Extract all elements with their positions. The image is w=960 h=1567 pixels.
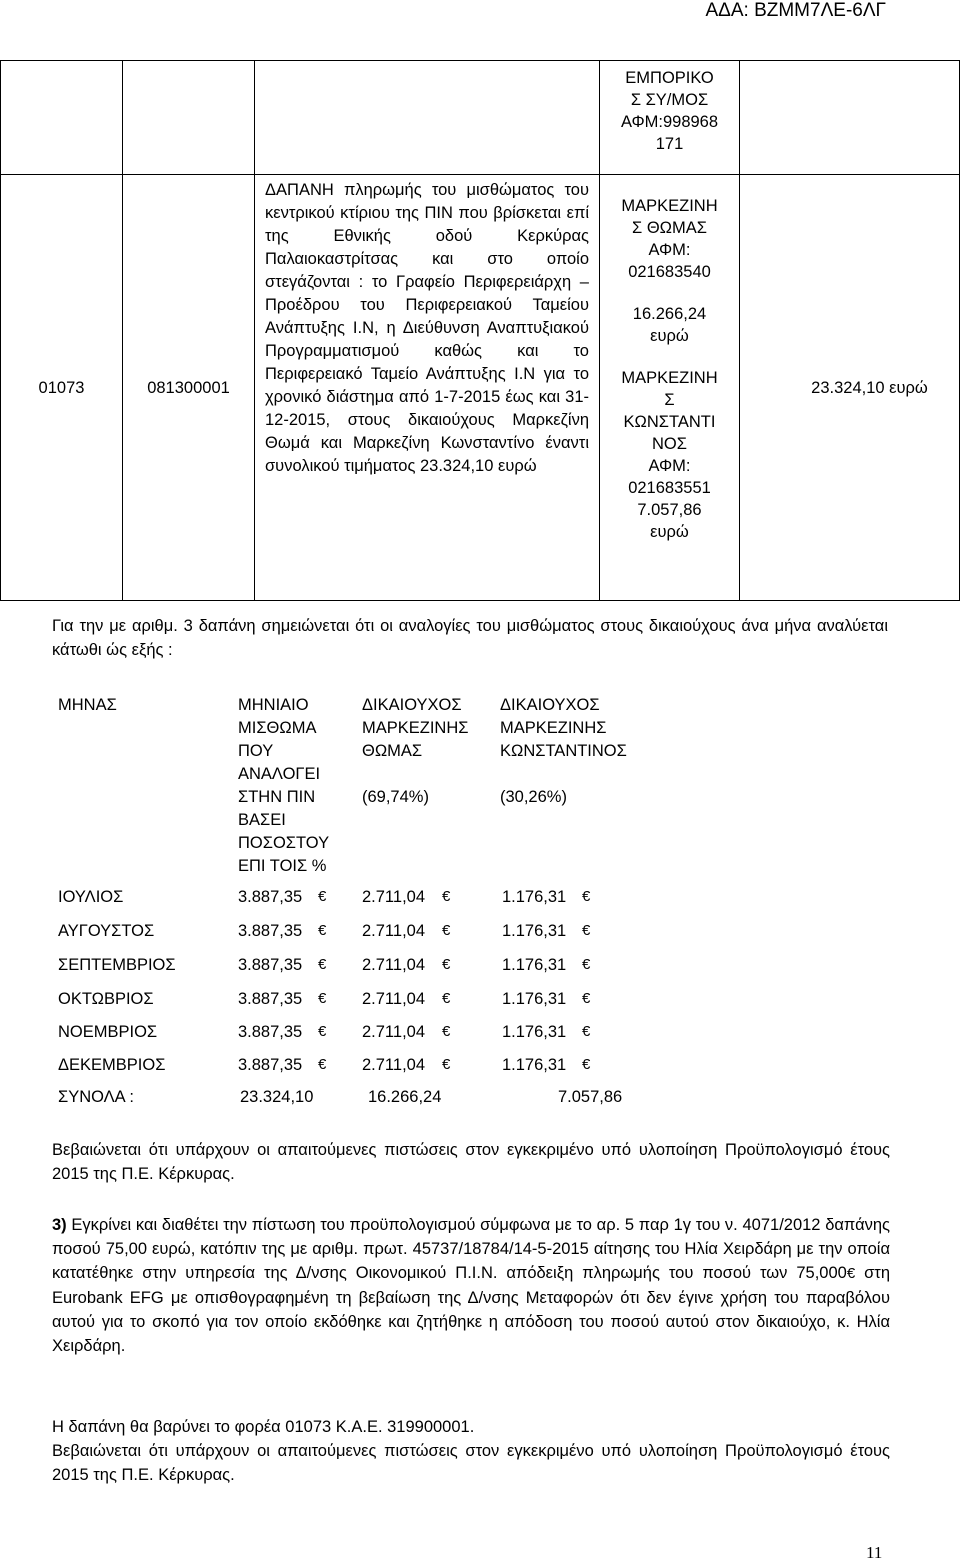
beneficiary2-amount: 7.057,86: [637, 501, 702, 519]
euro-icon: €: [582, 922, 591, 939]
euro-icon: €: [442, 1023, 451, 1040]
budget-confirmation-2: Βεβαιώνεται ότι υπάρχουν οι απαιτούμενες πιστώσεις στον εγκεκριμένο υπό υλοποίηση Προϋπολογισμό έτους 2015 της Π.Ε. Κέρκυρας.: [52, 1442, 890, 1484]
supplier-line: Σ ΣΥ/ΜΟΣ: [630, 91, 709, 109]
euro-icon: €: [582, 888, 591, 905]
euro-icon: €: [318, 990, 327, 1007]
charge-line: Η δαπάνη θα βαρύνει το φορέα 01073 Κ.Α.Ε. 319900001.: [52, 1418, 475, 1436]
month-row: ΝΟΕΜΒΡΙΟΣ 3.887,35 € 2.711,04 € 1.176,31 €: [58, 1023, 591, 1041]
budget-confirmation: Βεβαιώνεται ότι υπάρχουν οι απαιτούμενες πιστώσεις στον εγκεκριμένο υπό υλοποίηση Προϋπολογισμό έτους 2015 της Π.Ε. Κέρκυρας.: [52, 1141, 890, 1183]
totals-label: ΣΥΝΟΛΑ :: [58, 1088, 134, 1106]
header-beneficiary-1: ΔΙΚΑΙΟΥΧΟΣ ΜΑΡΚΕΖΙΝΗΣ ΘΩΜΑΣ (69,74%): [362, 694, 468, 809]
table-row-expense: [1, 175, 960, 601]
month-row: ΙΟΥΛΙΟΣ 3.887,35 € 2.711,04 € 1.176,31 €: [58, 888, 591, 906]
commitments-table: [0, 60, 960, 601]
expense-description: ΔΑΠΑΝΗ πληρωμής του μισθώματος του κεντρικού κτίριου της ΠΙΝ που βρίσκεται επί της Εθνικής οδού Κερκύρας Παλαιοκαστρίτσας και στο οποίο στεγάζονται : το Γραφείο Περιφερειάρχη – Προέδρου του Περιφερειακού Ταμείου Ανάπτυξης Ι.Ν, η Διεύθυνση Αναπτυξιακού Προγραμματισμού καθώς και το Περιφερειακό Ταμείο Ανάπτυξης Ι.Ν για το χρονικό διάστημα από 1-7-2015 έως και 31-12-2015, στους δικαιούχους Μαρκεζίνη Θωμά και Μαρκεζίνη Κωνσταντίνο έναντι συνολικού τιμήματος 23.324,10 ευρώ: [265, 181, 589, 475]
cell-beneficiaries: ΜΑΡΚΕΖΙΝΗ Σ ΘΩΜΑΣ ΑΦΜ: 021683540 16.266,24 ευρώ ΜΑΡΚΕΖΙΝΗ Σ ΚΩΝΣΤΑΝΤΙ ΝΟΣ ΑΦΜ: 021683551 7.057,86 ευρώ: [600, 175, 740, 601]
euro-icon: €: [442, 990, 451, 1007]
cell-description: [255, 175, 600, 601]
euro-icon: €: [582, 1023, 591, 1040]
euro-icon: €: [442, 888, 451, 905]
euro-icon: €: [318, 922, 327, 939]
cell-empty: [255, 61, 600, 175]
euro-icon: €: [582, 956, 591, 973]
supplier-line: ΕΜΠΟΡΙΚΟ: [625, 69, 714, 87]
euro-icon: €: [318, 1023, 327, 1040]
euro-icon: €: [582, 1056, 591, 1073]
header-month: ΜΗΝΑΣ: [58, 696, 117, 714]
cell-empty: [123, 61, 255, 175]
beneficiary-2-percent: (30,26%): [500, 788, 567, 806]
header-beneficiary-2: ΔΙΚΑΙΟΥΧΟΣ ΜΑΡΚΕΖΙΝΗΣ ΚΩΝΣΤΑΝΤΙΝΟΣ (30,26%): [500, 694, 627, 809]
cell-empty: [1, 61, 123, 175]
header-monthly-rent: ΜΗΝΙΑΙΟ ΜΙΣΘΩΜΑ ΠΟΥ ΑΝΑΛΟΓΕΙ ΣΤΗΝ ΠΙΝ ΒΑΣΕΙ ΠΟΣΟΣΤΟΥ ΕΠΙ ΤΟΙΣ %: [238, 696, 330, 875]
euro-icon: €: [846, 1265, 856, 1282]
beneficiary1-amount: 16.266,24: [632, 305, 707, 323]
total-amount: 23.324,10 ευρώ: [811, 378, 928, 397]
month-row: ΣΕΠΤΕΜΒΡΙΟΣ 3.887,35 € 2.711,04 € 1.176,31 €: [58, 956, 591, 974]
cell-previous-supplier: [600, 61, 740, 175]
euro-icon: €: [318, 956, 327, 973]
cell-empty: [740, 61, 960, 175]
supplier-line: ΑΦΜ:998968: [620, 113, 719, 131]
euro-icon: €: [442, 1056, 451, 1073]
euro-icon: €: [318, 1056, 327, 1073]
document-code: ΑΔΑ: ΒΖΜΜ7ΛΕ-6ΛΓ: [705, 0, 886, 21]
intro-note: Για την με αριθμ. 3 δαπάνη σημειώνεται ότι οι αναλογίες του μισθώματος στους δικαιούχους άνα μήνα αναλύεται κάτωθι ώς εξής :: [52, 617, 888, 659]
cell-account-code: 081300001: [123, 175, 255, 601]
euro-icon: €: [442, 956, 451, 973]
euro-icon: €: [442, 922, 451, 939]
beneficiary-1-percent: (69,74%): [362, 788, 429, 806]
cell-total: [740, 175, 960, 601]
euro-icon: €: [318, 888, 327, 905]
page-number: 11: [866, 1543, 883, 1562]
month-row: ΟΚΤΩΒΡΙΟΣ 3.887,35 € 2.711,04 € 1.176,31 €: [58, 990, 591, 1008]
totals-row: ΣΥΝΟΛΑ : 23.324,10 16.266,24 7.057,86: [58, 1088, 623, 1106]
table-row-previous: [1, 61, 960, 175]
month-row: ΔΕΚΕΜΒΡΙΟΣ 3.887,35 € 2.711,04 € 1.176,31 €: [58, 1056, 591, 1074]
section-3: 3) Εγκρίνει και διαθέτει την πίστωση του προϋπολογισμού σύμφωνα με το αρ. 5 παρ 1γ του ν. 4071/2012 δαπάνης ποσού 75,00 ευρώ, κατόπιν της με αριθμ. πρωτ. 45737/18784/14-5-2015 αίτησης του Ηλία Χειρδάρη με την οποία κατατέθηκε στην υπηρεσία της Δ/νσης Οικονομικού Π.Ι.Ν. απόδειξη πληρωμής του ποσού των 75,000€ στη Eurobank EFG με οπισθογραφημένη τη βεβαίωση της Δ/νσης Μεταφορών ότι δεν έγινε χρήση του παραβόλου αυτού για το σκοπό για τον οποίο εκδόθηκε και ζητήθηκε η απόδοση του ποσού αυτού στον δικαιούχο, κ. Ηλία Χειρδάρη.: [52, 1216, 891, 1355]
cell-agency-code: 01073: [1, 175, 123, 601]
euro-icon: €: [582, 990, 591, 1007]
section-3-number: 3): [52, 1216, 67, 1234]
supplier-line: 171: [655, 135, 684, 153]
month-row: ΑΥΓΟΥΣΤΟΣ 3.887,35 € 2.711,04 € 1.176,31 €: [58, 922, 591, 940]
